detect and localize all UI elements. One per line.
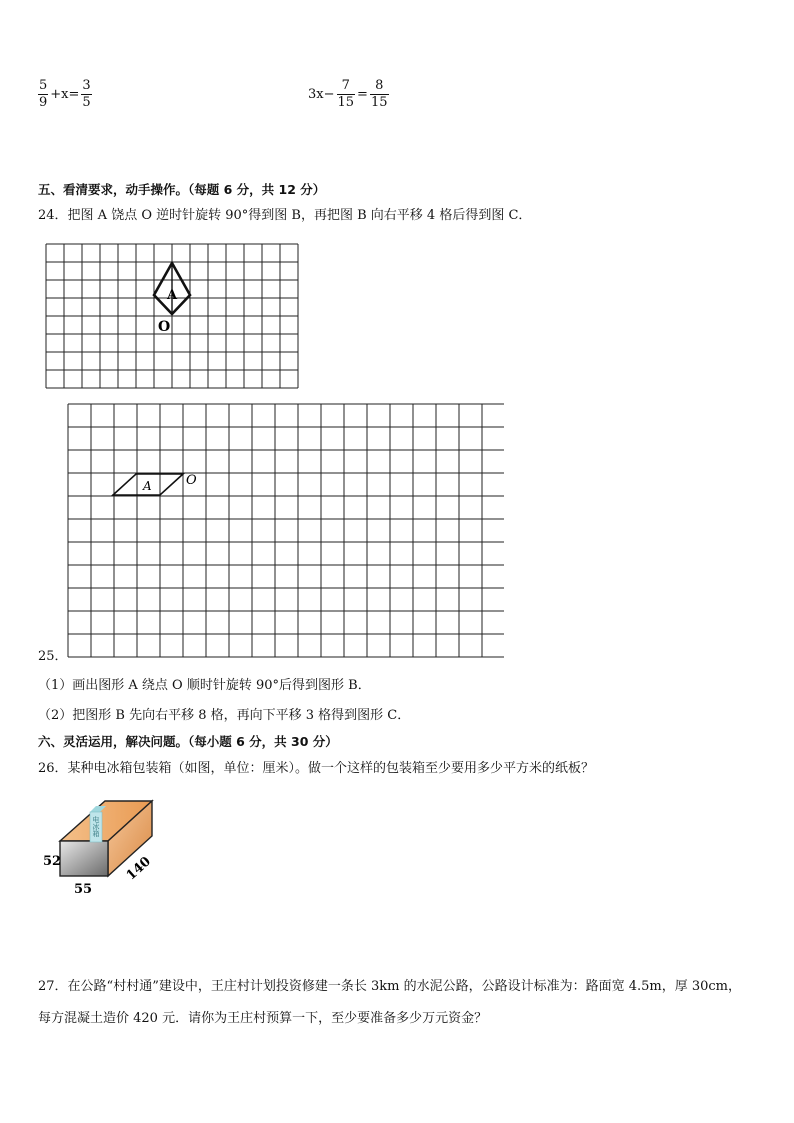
question-25-part2: （2）把图形 B 先向右平移 8 格，再向下平移 3 格得到图形 C． xyxy=(38,708,411,723)
equation-prefix: 3x− xyxy=(308,87,335,102)
section-title: 五、看清要求，动手操作。（每题 6 分，共 12 分） xyxy=(38,182,326,197)
equation-right xyxy=(308,78,389,111)
question-27-line1: 27．在公路“村村通”建设中，王庄村计划投资修建一条长 3km 的水泥公路，公路设计标准为：路面宽 4.5m，厚 30cm， xyxy=(38,979,741,994)
point-label-o: O xyxy=(158,319,171,335)
fraction: $\frac{7}{15}$ xyxy=(337,78,355,110)
equation-operator: +x= xyxy=(50,87,80,102)
fraction: $\frac{8}{15}$ xyxy=(370,78,388,110)
grid-24 xyxy=(44,242,302,390)
box-front-face xyxy=(60,841,108,876)
section-title: 六、灵活运用，解决问题。（每小题 6 分，共 30 分） xyxy=(38,734,338,749)
shape-label-a: A xyxy=(167,288,178,303)
question-25-part1: （1）画出图形 A 绕点 O 顺时针旋转 90°后得到图形 B． xyxy=(38,678,371,693)
equation-left xyxy=(38,78,92,111)
question-26-text: 26．某种电冰箱包装箱（如图，单位：厘米）。做一个这样的包装箱至少要用多少平方米的纸板？ xyxy=(38,761,595,776)
shape-label-a: A xyxy=(143,479,152,493)
question-24-text: 24．把图 A 饶点 O 逆时针旋转 90°得到图 B，再把图 B 向右平移 4 格后得到图 C． xyxy=(38,208,532,223)
box-label-text: 电冰箱 xyxy=(92,816,100,837)
dimension-width: 55 xyxy=(74,882,93,897)
dimension-length: 140 xyxy=(123,854,154,884)
fraction: $\frac{5}{9}$ xyxy=(39,78,48,110)
fraction: $\frac{3}{5}$ xyxy=(82,78,91,110)
equation-operator: = xyxy=(357,87,368,102)
dimension-height: 52 xyxy=(43,854,62,869)
fridge-box-illustration xyxy=(40,796,170,900)
grid-25 xyxy=(66,402,504,662)
point-label-o: O xyxy=(186,473,197,488)
question-27-line2: 每方混凝土造价 420 元．请你为王庄村预算一下，至少要准备多少万元资金？ xyxy=(38,1011,488,1026)
question-25-number: 25． xyxy=(38,649,68,664)
